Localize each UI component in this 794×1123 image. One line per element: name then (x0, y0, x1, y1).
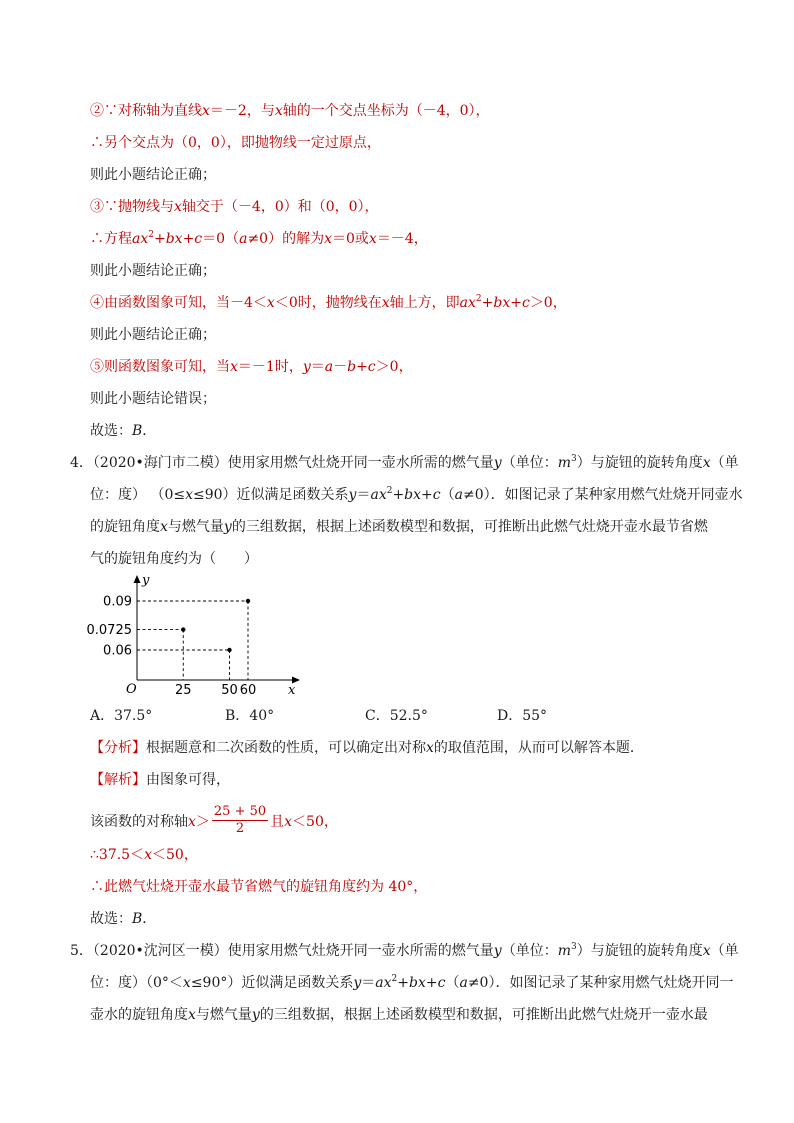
solution-line-5: ③∵抛物线与x轴交于（－4，0）和（0，0）， (90, 199, 379, 215)
solution-line-7: 则此小题结论正确； (90, 263, 216, 279)
solution-line-6: ∴方程$ax^2+bx+c=0(a\ne 0)$的解为x＝0或x＝－4， (90, 230, 428, 247)
question-4-line-3: 的旋钮角度x与燃气量y的三组数据，根据上述函数模型和数据，可推断出此燃气灶烧开壶水最节省燃 (90, 519, 708, 535)
x-tick-label: 50 (221, 683, 238, 698)
fraction: $\frac{25 + 50}{2}$ (213, 803, 267, 836)
solution-line-10: ⑤则函数图象可知，当x＝－1时，y＝a－b+c＞0， (90, 359, 413, 375)
scatter-chart (86, 568, 310, 698)
analysis-line: 【分析】根据题意和二次函数的性质，可以确定出对称x的取值范围，从而可以解答本题． (90, 740, 644, 756)
data-point (181, 627, 185, 631)
x-axis-label: x (288, 683, 296, 698)
explanation-line-2: 该函数的对称轴x＞ $\frac{25 + 50}{2}$ 且x＜50， (90, 803, 338, 836)
solution-line-4: 则此小题结论正确； (90, 167, 216, 183)
y-tick-label: 0.09 (103, 594, 132, 610)
option-b[interactable]: B．40° (225, 708, 275, 724)
question-5-line-3: 壶水的旋钮角度x与燃气量y的三组数据，根据上述函数模型和数据，可推断出此燃气灶烧开一壶水最 (90, 1007, 708, 1023)
question-4-line-4: 气的旋钮角度约为（ ） (90, 551, 258, 567)
answer-line: 故选：B． (90, 423, 157, 439)
explanation-line-4: ∴此燃气灶烧开壶水最节省燃气的旋钮角度约为 40°， (90, 879, 428, 895)
x-tick-label: 25 (174, 683, 192, 698)
explanation-tag: 【解析】 (90, 772, 146, 788)
solution-line-8: ④由函数图象可知，当－4＜x＜0时，抛物线在x轴上方，即$ax^2+bx+c>0$， (90, 294, 567, 311)
data-point (227, 648, 231, 652)
y-tick-label: 0.06 (103, 643, 132, 659)
question-5-line-1: 5．（2020•沈河区一模）使用家用燃气灶烧开同一壶水所需的燃气量y（单位：$m^3$）与旋钮的旋转角度x（单 (70, 942, 739, 959)
y-tick-label: 0.0725 (86, 623, 132, 639)
option-d[interactable]: D．55° (497, 708, 548, 724)
question-4-line-1: 4．（2020•海门市二模）使用家用燃气灶烧开同一壶水所需的燃气量y（单位：$m^3$）与旋钮的旋转角度x（单 (70, 454, 739, 471)
question-4-line-2: 位：度） （0≤x≤90）近似满足函数关系$y=ax^2+bx+c(a\ne 0)$．如图记录了某种家用燃气灶烧开同壶水 (90, 486, 743, 503)
explanation-line-3: ∴37.5＜x＜50， (90, 847, 198, 863)
data-point (246, 599, 250, 603)
analysis-tag: 【分析】 (90, 740, 146, 756)
answer-line-4: 故选：B． (90, 911, 157, 927)
y-axis-arrow (134, 575, 141, 583)
option-a[interactable]: A．37.5° (90, 708, 153, 724)
x-tick-label: 60 (239, 683, 257, 698)
y-axis-label: y (142, 573, 150, 588)
question-5-line-2: 位：度）（0°＜x≤90°）近似满足函数关系$y=ax^2+bx+c(a\ne 0)$．如图记录了某种家用燃气灶烧开同一 (90, 974, 734, 991)
origin-label: O (126, 682, 137, 697)
explanation-line-1: 【解析】由图象可得， (90, 772, 230, 788)
solution-line-9: 则此小题结论正确； (90, 327, 216, 343)
option-c[interactable]: C．52.5° (365, 708, 428, 724)
solution-line-2: ②∵对称轴为直线x＝－2，与x轴的一个交点坐标为（－4，0）， (90, 103, 490, 119)
solution-line-11: 则此小题结论错误； (90, 391, 216, 407)
solution-line-3: ∴另个交点为（0，0），即抛物线一定过原点， (90, 135, 381, 151)
